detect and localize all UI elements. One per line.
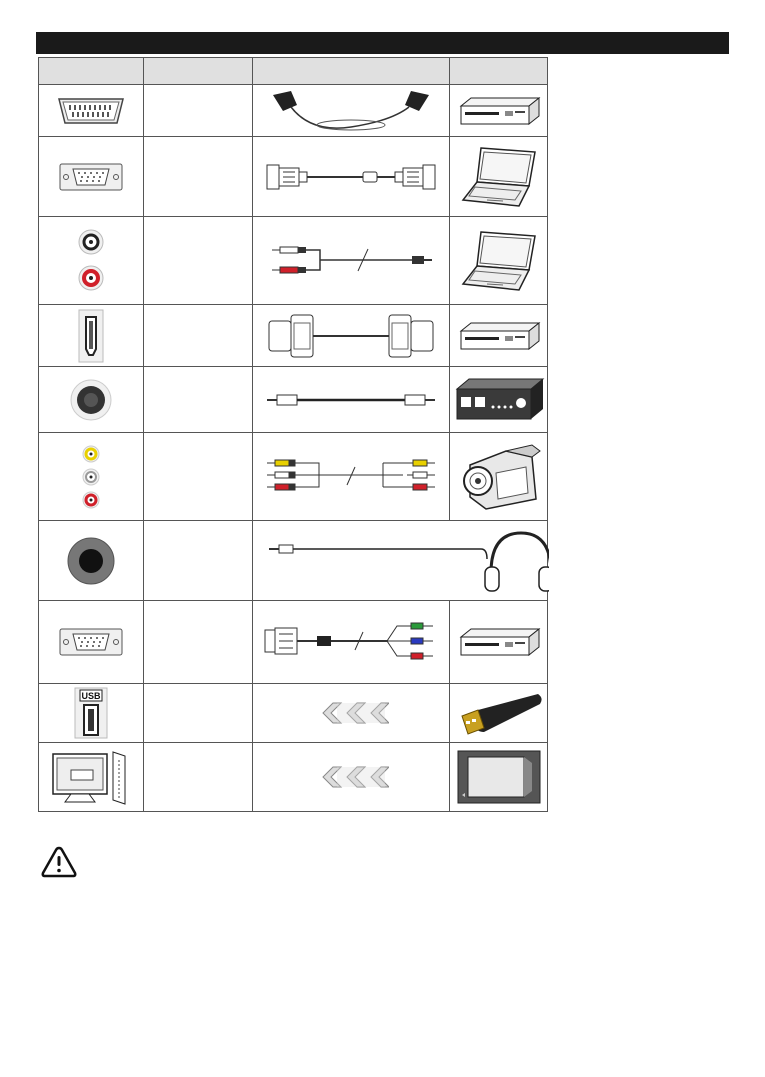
audio-lr-socket-icon [71, 226, 111, 296]
usb-stick-icon [454, 690, 544, 736]
cable-cell [253, 743, 450, 812]
table-header-row [39, 58, 548, 85]
table-row [39, 305, 548, 367]
connector-cell [39, 137, 144, 217]
rca-to-jack-cable-icon [266, 241, 436, 281]
hdmi-socket-icon [78, 309, 104, 363]
insert-arrows-icon [313, 765, 389, 789]
connector-cell [39, 305, 144, 367]
cable-cell [253, 433, 450, 521]
cable-cell [253, 217, 450, 305]
table-row [39, 217, 548, 305]
composite-av-socket-icon [78, 444, 104, 510]
table-row [39, 684, 548, 743]
connection-table [38, 57, 548, 812]
type-cell [144, 743, 253, 812]
connector-cell [39, 433, 144, 521]
camcorder-icon [456, 437, 542, 517]
insert-arrows-icon [313, 701, 389, 725]
warning-icon [40, 845, 78, 879]
type-cell [144, 217, 253, 305]
type-cell [144, 305, 253, 367]
scart-cable-icon [261, 87, 441, 135]
usb-socket-icon [74, 687, 108, 739]
type-cell [144, 85, 253, 137]
laptop-icon [459, 144, 539, 210]
headphone-cable-icon [259, 529, 549, 593]
table-row [39, 85, 548, 137]
device-cell [450, 743, 548, 812]
cable-device-cell [253, 521, 548, 601]
cable-cell [253, 137, 450, 217]
device-cell [450, 684, 548, 743]
device-cell [450, 217, 548, 305]
spdif-socket-icon [69, 378, 113, 422]
headphones-icon [485, 533, 549, 591]
vga-socket-icon [59, 163, 123, 191]
connector-cell [39, 85, 144, 137]
type-cell [144, 601, 253, 684]
type-cell [144, 137, 253, 217]
amplifier-icon [453, 377, 545, 423]
type-cell [144, 433, 253, 521]
coaxial-cable-icon [263, 390, 439, 410]
cable-cell [253, 601, 450, 684]
table-row [39, 521, 548, 601]
ci-slot-icon [49, 748, 133, 806]
cable-cell [253, 684, 450, 743]
connector-cell [39, 743, 144, 812]
device-cell [450, 137, 548, 217]
column-header-cable [253, 58, 450, 85]
av-cable-icon [263, 457, 439, 497]
table-row [39, 137, 548, 217]
section-header-bar [36, 32, 729, 54]
warning-note [40, 845, 78, 884]
connector-cell [39, 684, 144, 743]
usb-label: USB [81, 691, 101, 701]
scart-socket-icon [51, 95, 131, 127]
connector-cell [39, 521, 144, 601]
dvd-recorder-icon [457, 319, 541, 353]
column-header-device [450, 58, 548, 85]
dvd-recorder-icon [457, 94, 541, 128]
ypbpr-cable-icon [261, 618, 441, 666]
column-header-connector [39, 58, 144, 85]
vga-cable-icon [263, 157, 439, 197]
type-cell [144, 367, 253, 433]
dvd-recorder-icon [457, 625, 541, 659]
headphone-jack-icon [66, 536, 116, 586]
cable-cell [253, 85, 450, 137]
cable-cell [253, 367, 450, 433]
device-cell [450, 85, 548, 137]
column-header-type [144, 58, 253, 85]
table-row [39, 433, 548, 521]
table-row [39, 367, 548, 433]
device-cell [450, 433, 548, 521]
type-cell [144, 684, 253, 743]
table-row [39, 601, 548, 684]
type-cell [144, 521, 253, 601]
hdmi-cable-icon [263, 309, 439, 363]
device-cell [450, 601, 548, 684]
table-row [39, 743, 548, 812]
connector-cell [39, 601, 144, 684]
vga-socket-icon [59, 628, 123, 656]
device-cell [450, 305, 548, 367]
connector-cell [39, 217, 144, 305]
laptop-icon [459, 228, 539, 294]
device-cell [450, 367, 548, 433]
connector-cell [39, 367, 144, 433]
cable-cell [253, 305, 450, 367]
ci-module-icon [456, 749, 542, 805]
